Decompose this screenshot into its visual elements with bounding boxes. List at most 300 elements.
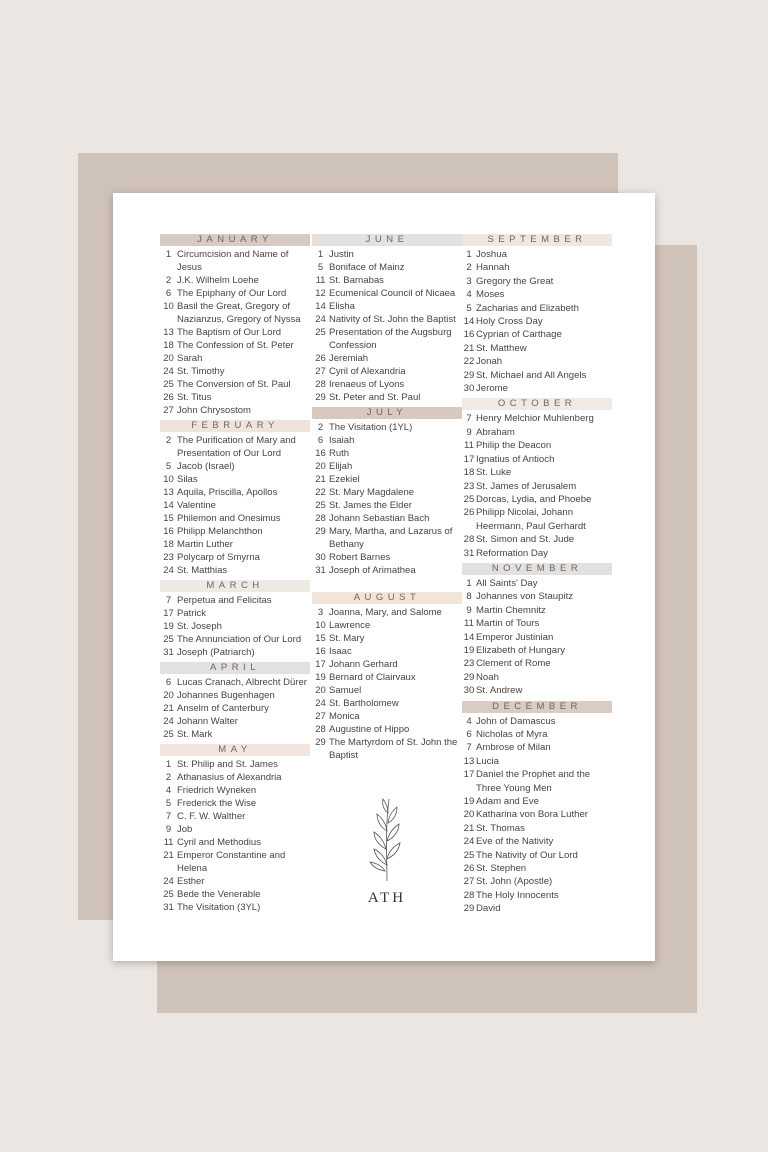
commemoration-name: St. Philip and St. James xyxy=(177,759,278,770)
commemoration-name: Daniel the Prophet and the Three Young Men xyxy=(476,769,591,794)
commemoration-name: Henry Melchior Muhlenberg xyxy=(476,413,594,425)
list-item xyxy=(312,447,462,460)
commemoration-name: Boniface of Mainz xyxy=(329,262,405,273)
commemoration-name: Basil the Great, Gregory of Nazianzus, Gregory of Nyssa xyxy=(177,301,301,325)
commemoration-name: St. John (Apostle) xyxy=(476,876,553,888)
day-number: 18 xyxy=(163,340,174,351)
commemoration-name: Aquila, Priscilla, Apollos xyxy=(177,487,278,498)
list-item xyxy=(462,768,612,795)
day-number: 30 xyxy=(315,552,326,563)
day-number: 17 xyxy=(163,608,174,619)
commemoration-name: Adam and Eve xyxy=(476,796,539,808)
commemoration-name: Nativity of St. John the Baptist xyxy=(329,314,456,325)
commemoration-name: C. F. W. Walther xyxy=(177,811,246,822)
list-item xyxy=(312,632,462,645)
month-header: JULY xyxy=(312,407,462,419)
day-number: 29 xyxy=(315,737,326,748)
list-item xyxy=(462,684,612,697)
list-item xyxy=(160,888,310,901)
list-item xyxy=(160,702,310,715)
list-item xyxy=(160,758,310,771)
day-number: 17 xyxy=(463,453,475,465)
day-number: 23 xyxy=(163,552,174,563)
commemoration-name: St. Titus xyxy=(177,392,212,403)
list-item xyxy=(462,604,612,617)
list-item xyxy=(160,326,310,339)
list-item xyxy=(462,671,612,684)
list-item xyxy=(312,460,462,473)
commemoration-name: The Visitation (3YL) xyxy=(177,902,261,913)
commemoration-name: St. James the Elder xyxy=(329,500,412,511)
commemoration-name: Isaiah xyxy=(329,435,355,446)
commemoration-name: Ruth xyxy=(329,448,350,459)
commemoration-name: Philemon and Onesimus xyxy=(177,513,281,524)
day-number: 25 xyxy=(463,849,475,861)
day-number: 18 xyxy=(163,539,174,550)
commemoration-name: Zacharias and Elizabeth xyxy=(476,302,579,314)
list-item xyxy=(462,248,612,261)
logo xyxy=(312,795,462,907)
day-number: 31 xyxy=(463,547,475,559)
list-item xyxy=(160,391,310,404)
day-number: 7 xyxy=(165,595,172,606)
list-item xyxy=(462,835,612,848)
month-header: MAY xyxy=(160,744,310,756)
commemoration-name: Holy Cross Day xyxy=(476,316,543,328)
day-number: 20 xyxy=(315,685,326,696)
day-number: 28 xyxy=(463,534,475,546)
list-item xyxy=(462,755,612,768)
day-number: 13 xyxy=(163,327,174,338)
list-item xyxy=(312,512,462,525)
list-item xyxy=(160,339,310,352)
month-header: AUGUST xyxy=(312,592,462,604)
commemoration-name: Frederick the Wise xyxy=(177,798,257,809)
list-item xyxy=(160,676,310,689)
day-number: 17 xyxy=(315,659,326,670)
day-number: 3 xyxy=(466,275,472,287)
commemoration-name: Joseph (Patriarch) xyxy=(177,647,255,658)
commemoration-name: Monica xyxy=(329,711,360,722)
commemoration-name: Joanna, Mary, and Salome xyxy=(329,607,442,618)
commemoration-name: Isaac xyxy=(329,646,352,657)
day-number: 1 xyxy=(466,577,472,589)
day-number: 4 xyxy=(466,289,472,301)
day-number: 24 xyxy=(163,565,174,576)
list-item xyxy=(462,795,612,808)
day-number: 20 xyxy=(463,809,475,821)
day-number: 21 xyxy=(463,822,475,834)
list-item xyxy=(160,633,310,646)
commemoration-name: St. James of Jerusalem xyxy=(476,480,577,492)
commemoration-name: St. Stephen xyxy=(476,863,527,875)
month-april xyxy=(160,662,310,741)
day-number: 24 xyxy=(463,836,475,848)
day-number: 7 xyxy=(466,413,472,425)
list-item xyxy=(160,564,310,577)
list-item xyxy=(312,421,462,434)
day-number: 10 xyxy=(163,474,174,485)
commemoration-name: St. Thomas xyxy=(476,822,525,834)
list-item xyxy=(462,631,612,644)
list-item xyxy=(160,810,310,823)
day-number: 25 xyxy=(315,327,326,338)
day-number: 14 xyxy=(463,316,475,328)
list-item xyxy=(312,261,462,274)
day-number: 21 xyxy=(163,850,174,861)
day-number: 11 xyxy=(464,618,474,630)
month-december xyxy=(462,701,612,916)
day-number: 1 xyxy=(165,249,172,260)
list-item xyxy=(312,619,462,632)
leaf-sprig-icon xyxy=(365,795,409,883)
list-item xyxy=(312,391,462,404)
day-number: 1 xyxy=(165,759,172,770)
commemoration-name: St. Luke xyxy=(476,467,512,479)
day-number: 8 xyxy=(466,591,472,603)
commemoration-name: Cyril of Alexandria xyxy=(329,366,406,377)
commemoration-name: The Confession of St. Peter xyxy=(177,340,294,351)
day-number: 3 xyxy=(317,607,324,618)
day-number: 1 xyxy=(317,249,324,260)
day-number: 21 xyxy=(163,703,174,714)
day-number: 25 xyxy=(163,729,174,740)
list-item xyxy=(462,617,612,630)
commemoration-name: Dorcas, Lydia, and Phoebe xyxy=(476,493,592,505)
list-item xyxy=(160,538,310,551)
list-item xyxy=(312,551,462,564)
commemoration-name: Elizabeth of Hungary xyxy=(476,644,566,656)
list-item xyxy=(312,313,462,326)
list-item xyxy=(312,365,462,378)
commemoration-name: Lawrence xyxy=(329,620,371,631)
day-number: 7 xyxy=(165,811,172,822)
month-header: FEBRUARY xyxy=(160,420,310,432)
commemoration-name: Augustine of Hippo xyxy=(329,724,410,735)
day-number: 24 xyxy=(315,314,326,325)
day-number: 24 xyxy=(163,366,174,377)
commemoration-name: The Conversion of St. Paul xyxy=(177,379,291,390)
commemoration-name: St. Timothy xyxy=(177,366,225,377)
day-number: 26 xyxy=(463,507,475,519)
day-number: 2 xyxy=(165,435,172,446)
day-number: 22 xyxy=(463,356,475,368)
commemoration-name: Job xyxy=(177,824,193,835)
month-header: APRIL xyxy=(160,662,310,674)
list-item xyxy=(160,512,310,525)
list-item xyxy=(462,426,612,439)
day-number: 10 xyxy=(315,620,326,631)
day-number: 11 xyxy=(315,275,326,286)
commemoration-name: Johannes von Staupitz xyxy=(476,591,574,603)
month-november xyxy=(462,563,612,698)
list-item xyxy=(160,248,310,274)
list-item xyxy=(462,875,612,888)
commemoration-name: Johann Walter xyxy=(177,716,238,727)
commemoration-name: Clement of Rome xyxy=(476,658,551,670)
day-number: 30 xyxy=(463,383,475,395)
day-number: 16 xyxy=(315,646,326,657)
list-item xyxy=(462,342,612,355)
commemoration-name: Anselm of Canterbury xyxy=(177,703,269,714)
day-number: 26 xyxy=(163,392,174,403)
list-item xyxy=(312,274,462,287)
day-number: 5 xyxy=(165,461,172,472)
day-number: 26 xyxy=(463,863,475,875)
commemoration-name: Martin Chemnitz xyxy=(476,604,546,616)
day-number: 14 xyxy=(463,631,475,643)
day-number: 21 xyxy=(463,342,475,354)
list-item xyxy=(160,551,310,564)
list-item xyxy=(462,453,612,466)
day-number: 16 xyxy=(315,448,326,459)
day-number: 6 xyxy=(165,288,172,299)
commemoration-name: Martin of Tours xyxy=(476,618,540,630)
day-number: 29 xyxy=(315,392,326,403)
day-number: 9 xyxy=(466,604,472,616)
commemoration-name: Valentine xyxy=(177,500,216,511)
list-item xyxy=(312,736,462,762)
logo-text: ATH xyxy=(367,890,407,906)
commemoration-name: Jeremiah xyxy=(329,353,369,364)
commemoration-name: Ecumenical Council of Nicaea xyxy=(329,288,456,299)
day-number: 16 xyxy=(463,329,475,341)
list-item xyxy=(462,480,612,493)
list-item xyxy=(462,439,612,452)
list-item xyxy=(462,590,612,603)
day-number: 25 xyxy=(163,379,174,390)
commemoration-name: Lucas Cranach, Albrecht Dürer xyxy=(177,677,307,688)
day-number: 18 xyxy=(463,467,475,479)
commemoration-name: Samuel xyxy=(329,685,362,696)
day-number: 24 xyxy=(163,716,174,727)
list-item xyxy=(462,577,612,590)
list-item xyxy=(462,302,612,315)
list-item xyxy=(160,594,310,607)
commemoration-name: Joshua xyxy=(476,249,507,260)
commemoration-name: Circumcision and Name of Jesus xyxy=(177,249,289,273)
month-header: SEPTEMBER xyxy=(462,234,612,246)
commemoration-name: Johannes Bugenhagen xyxy=(177,690,275,701)
list-item xyxy=(160,849,310,875)
commemoration-name: The Baptism of Our Lord xyxy=(177,327,282,338)
commemoration-name: Hannah xyxy=(476,262,510,274)
day-number: 28 xyxy=(315,379,326,390)
month-may xyxy=(160,744,310,914)
commemoration-name: Polycarp of Smyrna xyxy=(177,552,260,563)
commemoration-name: Philip the Deacon xyxy=(476,440,552,452)
list-item xyxy=(312,326,462,352)
list-item xyxy=(462,862,612,875)
commemoration-name: The Purification of Mary and Presentation of Our Lord xyxy=(177,435,296,459)
commemoration-name: John of Damascus xyxy=(476,715,556,727)
list-item xyxy=(312,564,462,577)
commemoration-name: Joseph of Arimathea xyxy=(329,565,416,576)
commemoration-name: St. Michael and All Angels xyxy=(476,369,587,381)
list-item xyxy=(312,710,462,723)
commemoration-name: David xyxy=(476,903,501,915)
commemoration-name: Mary, Martha, and Lazarus of Bethany xyxy=(329,526,453,550)
commemoration-name: All Saints' Day xyxy=(476,577,538,589)
month-header: NOVEMBER xyxy=(462,563,612,575)
commemoration-name: Nicholas of Myra xyxy=(476,729,548,740)
list-item xyxy=(462,533,612,546)
commemoration-name: Philipp Nicolai, Johann Heermann, Paul Gerhardt xyxy=(476,507,586,532)
commemoration-name: St. Peter and St. Paul xyxy=(329,392,421,403)
commemoration-name: Patrick xyxy=(177,608,207,619)
month-header: JUNE xyxy=(312,234,462,246)
commemoration-name: Martin Luther xyxy=(177,539,233,550)
day-number: 13 xyxy=(463,755,475,767)
commemoration-name: Noah xyxy=(476,671,499,683)
month-january xyxy=(160,234,310,417)
day-number: 4 xyxy=(466,715,472,727)
month-february xyxy=(160,420,310,577)
month-header: JANUARY xyxy=(160,234,310,246)
day-number: 19 xyxy=(163,621,174,632)
day-number: 15 xyxy=(315,633,326,644)
commemoration-name: The Annunciation of Our Lord xyxy=(177,634,302,645)
day-number: 19 xyxy=(463,796,475,808)
commemoration-name: St. Matthias xyxy=(177,565,228,576)
list-item xyxy=(160,728,310,741)
list-item xyxy=(462,412,612,425)
day-number: 24 xyxy=(163,876,174,887)
day-number: 28 xyxy=(463,889,475,901)
day-number: 25 xyxy=(163,634,174,645)
day-number: 6 xyxy=(317,435,324,446)
commemoration-name: Moses xyxy=(476,289,505,301)
day-number: 1 xyxy=(466,249,472,260)
list-item xyxy=(312,473,462,486)
list-item xyxy=(312,658,462,671)
list-item xyxy=(160,646,310,659)
commemoration-name: Jerome xyxy=(476,383,508,395)
list-item xyxy=(312,486,462,499)
commemoration-name: Athanasius of Alexandria xyxy=(177,772,282,783)
list-item xyxy=(160,689,310,702)
day-number: 4 xyxy=(165,785,172,796)
list-item xyxy=(160,715,310,728)
commemoration-name: The Martyrdom of St. John the Baptist xyxy=(329,737,458,761)
commemoration-name: St. Matthew xyxy=(476,342,527,354)
commemoration-name: Cyprian of Carthage xyxy=(476,329,562,341)
commemoration-name: Friedrich Wyneken xyxy=(177,785,257,796)
day-number: 14 xyxy=(315,301,326,312)
list-item xyxy=(312,300,462,313)
list-item xyxy=(462,849,612,862)
day-number: 9 xyxy=(466,426,472,438)
list-item xyxy=(160,486,310,499)
commemoration-name: Jonah xyxy=(476,356,503,368)
commemoration-name: Abraham xyxy=(476,426,515,438)
commemoration-name: Justin xyxy=(329,249,354,260)
commemoration-name: St. Joseph xyxy=(177,621,222,632)
commemoration-name: The Visitation (1YL) xyxy=(329,422,413,433)
list-item xyxy=(312,287,462,300)
day-number: 31 xyxy=(315,565,326,576)
list-item xyxy=(462,889,612,902)
day-number: 12 xyxy=(315,288,326,299)
day-number: 29 xyxy=(463,671,475,683)
commemoration-name: Katharina von Bora Luther xyxy=(476,809,589,821)
day-number: 13 xyxy=(163,487,174,498)
list-item xyxy=(160,434,310,460)
day-number: 5 xyxy=(165,798,172,809)
day-number: 2 xyxy=(466,262,472,274)
list-item xyxy=(160,352,310,365)
commemoration-name: St. Mary xyxy=(329,633,365,644)
commemoration-name: The Nativity of Our Lord xyxy=(476,849,578,861)
month-march xyxy=(160,580,310,659)
commemoration-name: Silas xyxy=(177,474,198,485)
list-item xyxy=(160,287,310,300)
list-item xyxy=(160,607,310,620)
list-item xyxy=(462,288,612,301)
month-header: OCTOBER xyxy=(462,398,612,410)
commemoration-name: Sarah xyxy=(177,353,203,364)
day-number: 10 xyxy=(163,301,174,312)
commemoration-name: Irenaeus of Lyons xyxy=(329,379,405,390)
list-item xyxy=(462,369,612,382)
day-number: 31 xyxy=(163,902,174,913)
day-number: 31 xyxy=(163,647,174,658)
commemoration-name: The Epiphany of Our Lord xyxy=(177,288,287,299)
day-number: 17 xyxy=(463,769,475,781)
day-number: 25 xyxy=(463,493,475,505)
list-item xyxy=(462,506,612,533)
commemoration-name: Reformation Day xyxy=(476,547,548,559)
commemoration-name: Emperor Justinian xyxy=(476,631,554,643)
commemoration-name: J.K. Wilhelm Loehe xyxy=(177,275,259,286)
day-number: 19 xyxy=(315,672,326,683)
list-item xyxy=(160,499,310,512)
month-header: MARCH xyxy=(160,580,310,592)
list-item xyxy=(462,355,612,368)
commemoration-name: Lucia xyxy=(476,755,499,767)
list-item xyxy=(462,275,612,288)
commemoration-name: St. Mark xyxy=(177,729,213,740)
commemoration-name: Esther xyxy=(177,876,205,887)
day-number: 28 xyxy=(315,724,326,735)
commemoration-name: Elijah xyxy=(329,461,353,472)
day-number: 19 xyxy=(463,644,475,656)
day-number: 2 xyxy=(317,422,324,433)
list-item xyxy=(160,274,310,287)
list-item xyxy=(160,836,310,849)
list-item xyxy=(160,620,310,633)
day-number: 16 xyxy=(163,526,174,537)
list-item xyxy=(462,466,612,479)
day-number: 25 xyxy=(315,500,326,511)
commemoration-name: Perpetua and Felicitas xyxy=(177,595,272,606)
list-item xyxy=(312,671,462,684)
month-september xyxy=(462,234,612,395)
list-item xyxy=(160,771,310,784)
list-item xyxy=(462,822,612,835)
list-item xyxy=(160,404,310,417)
list-item xyxy=(160,300,310,326)
commemoration-name: Ezekiel xyxy=(329,474,360,485)
list-item xyxy=(160,784,310,797)
day-number: 27 xyxy=(163,405,174,416)
day-number: 20 xyxy=(163,353,174,364)
day-number: 28 xyxy=(315,513,326,524)
list-item xyxy=(462,741,612,754)
list-item xyxy=(312,525,462,551)
commemoration-name: Johann Gerhard xyxy=(329,659,398,670)
column-1 xyxy=(160,234,310,917)
